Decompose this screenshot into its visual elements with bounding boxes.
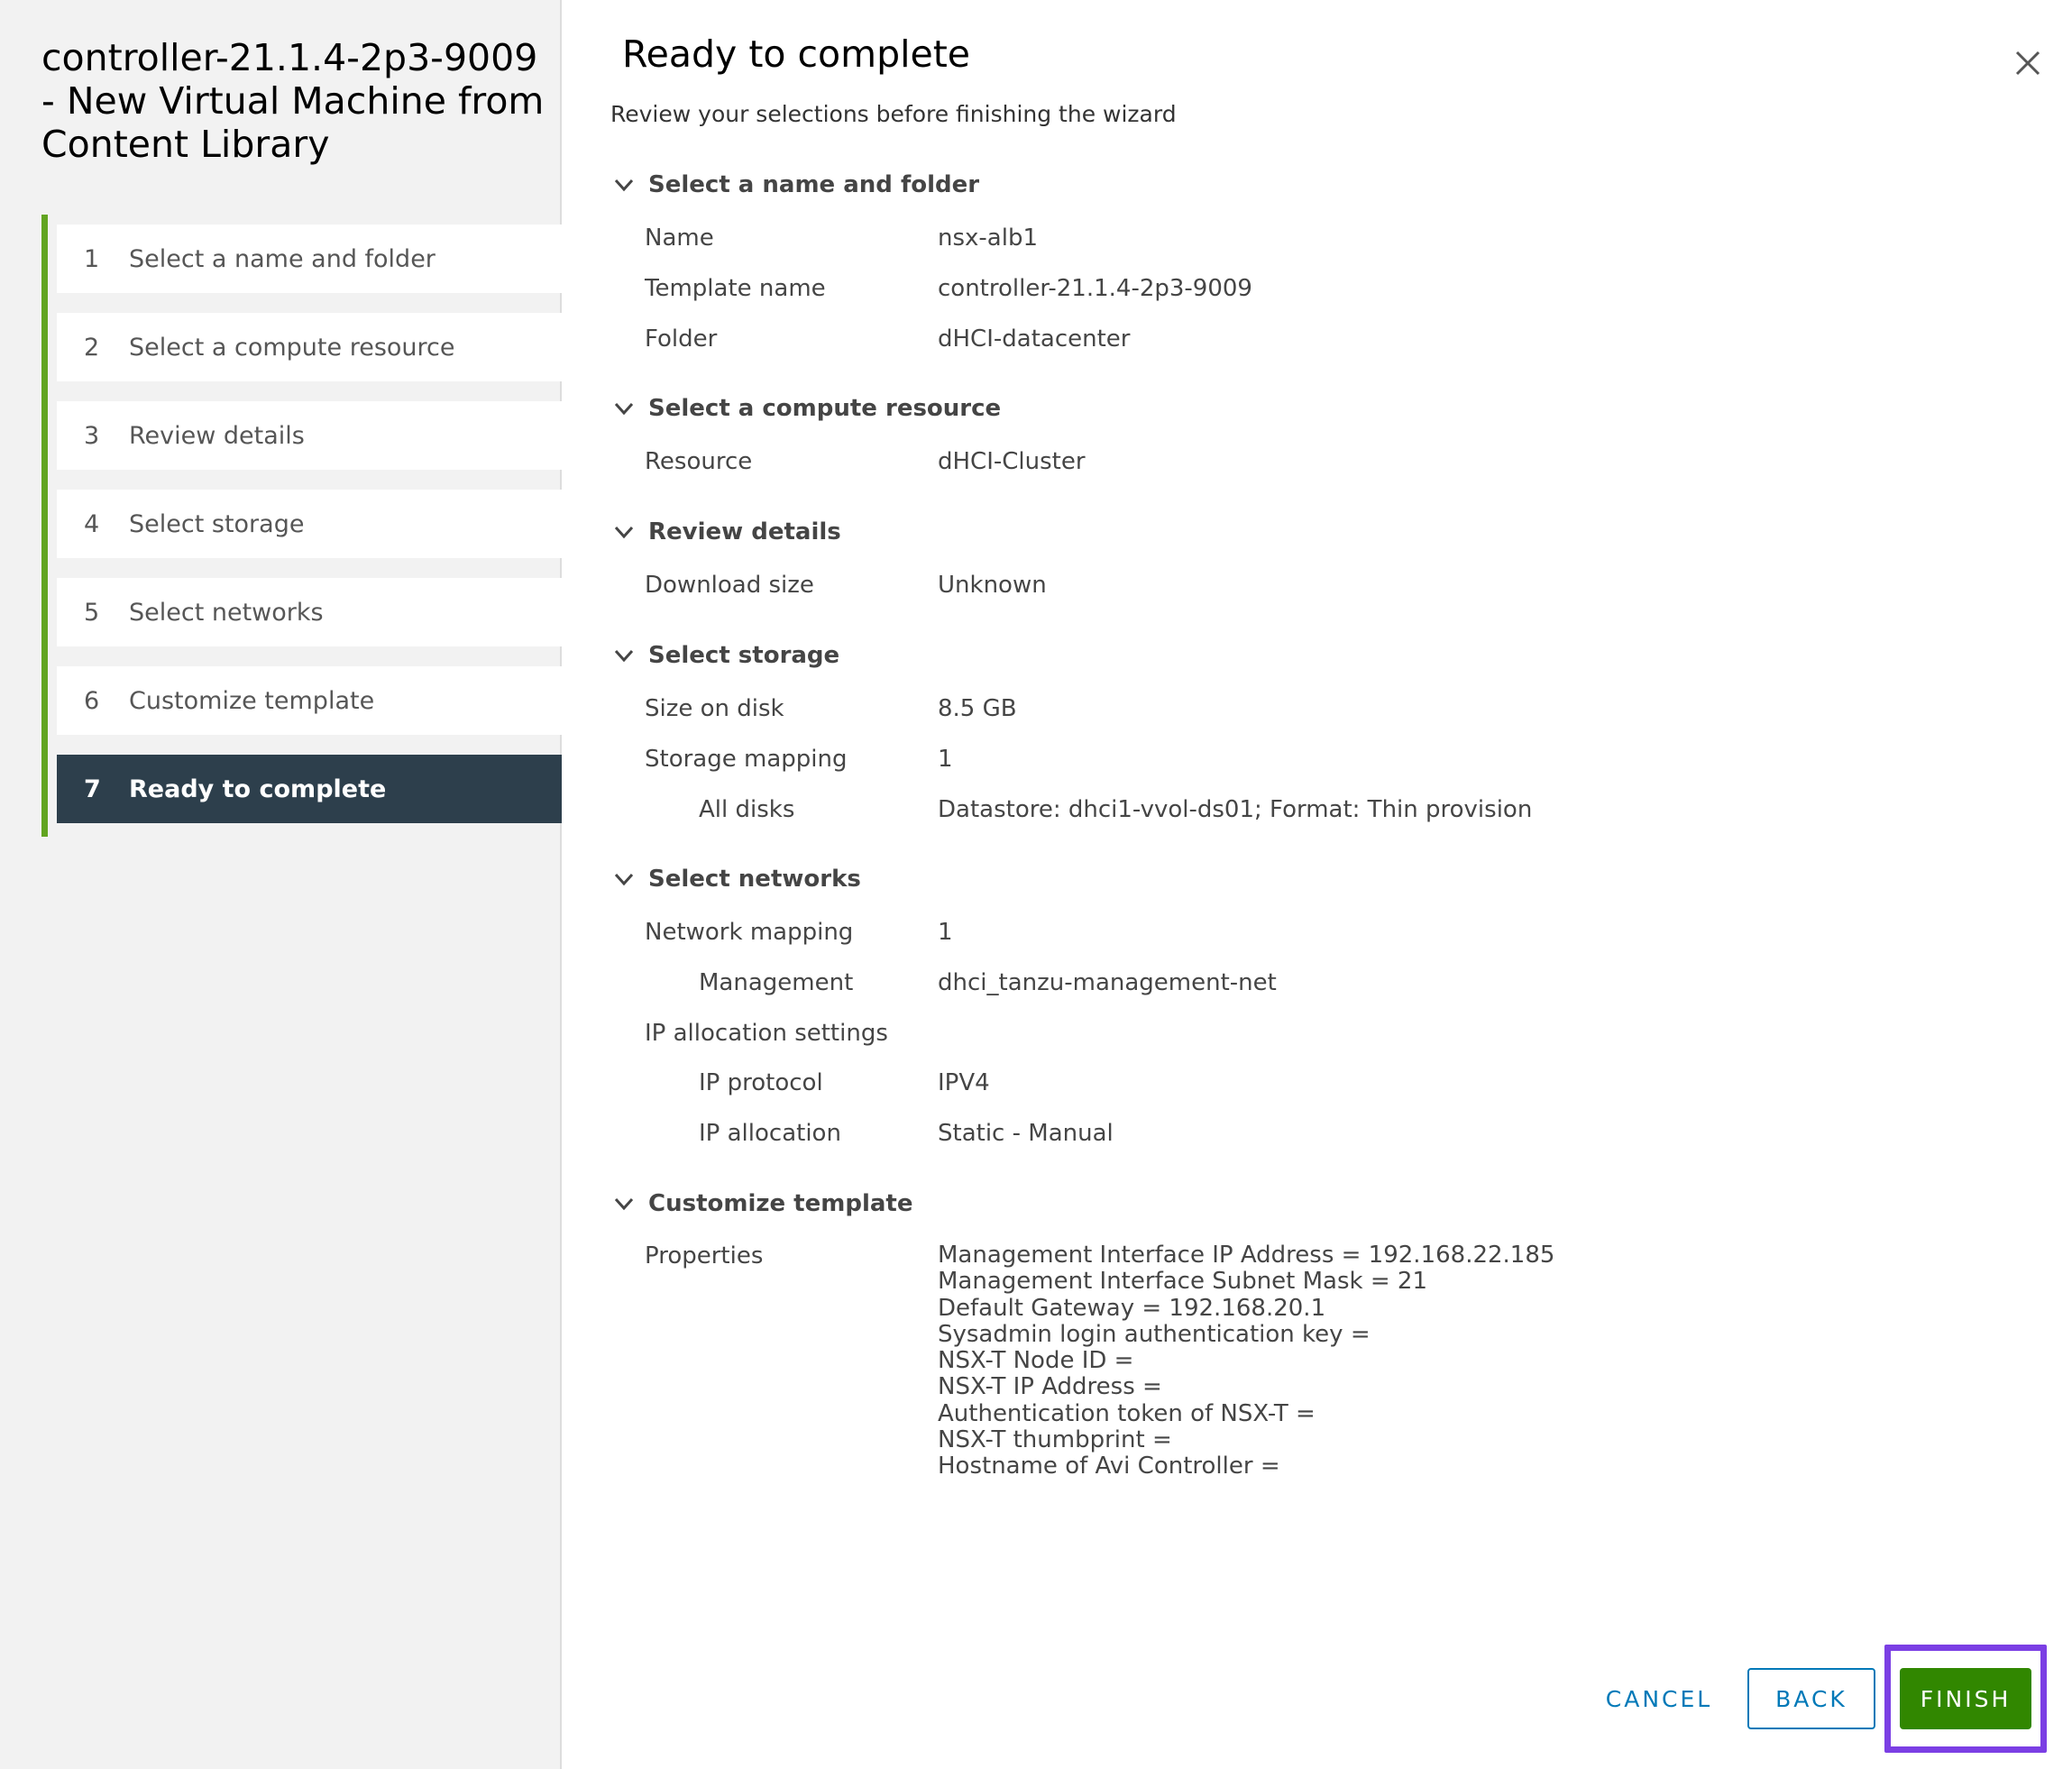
cancel-button[interactable]: CANCEL <box>1587 1668 1731 1729</box>
chevron-down-icon <box>610 171 637 198</box>
page-title: Ready to complete <box>622 32 971 76</box>
wizard-step-3[interactable] <box>57 401 562 470</box>
step-number: 7 <box>84 775 101 803</box>
row-label: IP allocation settings <box>645 1020 888 1047</box>
chevron-down-icon <box>610 866 637 893</box>
section-review-header[interactable] <box>610 518 841 545</box>
row-value: controller-21.1.4-2p3-9009 <box>938 275 1252 302</box>
step-label: Select a compute resource <box>129 333 455 362</box>
wizard-step-1[interactable] <box>57 225 562 293</box>
row-label: Properties <box>645 1242 764 1269</box>
step-number: 6 <box>84 686 100 715</box>
section-heading: Review details <box>648 518 841 545</box>
step-number: 1 <box>84 244 100 273</box>
row-value: 1 <box>938 919 953 946</box>
row-value: dHCI-datacenter <box>938 325 1131 353</box>
property-line: Management Interface Subnet Mask = 21 <box>938 1268 1427 1296</box>
wizard-sidebar <box>0 0 562 1769</box>
chevron-down-icon <box>610 518 637 545</box>
properties-list <box>938 1242 1554 1480</box>
chevron-down-icon <box>610 642 637 669</box>
row-value: 1 <box>938 746 953 773</box>
property-line: NSX-T Node ID = <box>938 1347 1134 1375</box>
row-value: Static - Manual <box>938 1120 1114 1147</box>
close-icon <box>2010 45 2046 81</box>
step-label: Select storage <box>129 509 305 538</box>
property-line: NSX-T thumbprint = <box>938 1426 1172 1454</box>
section-heading: Customize template <box>648 1190 913 1217</box>
step-label: Customize template <box>129 686 375 715</box>
row-label: IP allocation <box>699 1120 841 1147</box>
row-value: dhci_tanzu-management-net <box>938 969 1277 996</box>
property-line: Authentication token of NSX-T = <box>938 1399 1316 1427</box>
close-button[interactable] <box>2010 45 2046 81</box>
row-label: Name <box>645 225 714 252</box>
chevron-down-icon <box>610 395 637 422</box>
section-heading: Select a compute resource <box>648 395 1002 422</box>
back-button[interactable]: BACK <box>1747 1668 1875 1729</box>
row-value: dHCI-Cluster <box>938 448 1086 475</box>
row-label: IP protocol <box>699 1069 823 1096</box>
row-label: Template name <box>645 275 826 302</box>
wizard-title: controller-21.1.4-2p3-9009 - New Virtual Machine from Content Library <box>41 36 545 166</box>
row-value: Datastore: dhci1-vvol-ds01; Format: Thin provision <box>938 796 1533 823</box>
section-heading: Select storage <box>648 642 840 669</box>
row-label: Size on disk <box>645 695 784 722</box>
row-label: Network mapping <box>645 919 854 946</box>
row-value: 8.5 GB <box>938 695 1017 722</box>
page-subtitle: Review your selections before finishing the wizard <box>610 101 1177 127</box>
row-value: Unknown <box>938 572 1047 599</box>
property-line: Sysadmin login authentication key = <box>938 1320 1371 1348</box>
section-storage-header[interactable] <box>610 642 839 669</box>
section-name-folder-header[interactable] <box>610 171 979 198</box>
wizard-step-5[interactable] <box>57 578 562 646</box>
row-value: nsx-alb1 <box>938 225 1038 252</box>
wizard-step-6[interactable] <box>57 666 562 735</box>
step-number: 2 <box>84 333 100 362</box>
wizard-step-list <box>41 215 561 837</box>
step-number: 5 <box>84 598 100 627</box>
chevron-down-icon <box>610 1190 637 1217</box>
step-label: Review details <box>129 421 305 450</box>
property-line: NSX-T IP Address = <box>938 1373 1162 1401</box>
wizard-main <box>562 0 2072 1769</box>
row-label: Resource <box>645 448 753 475</box>
wizard-step-2[interactable] <box>57 313 562 381</box>
row-label: Download size <box>645 572 814 599</box>
step-label: Ready to complete <box>129 775 387 803</box>
row-label: Folder <box>645 325 718 353</box>
step-label: Select a name and folder <box>129 244 435 273</box>
section-heading: Select a name and folder <box>648 171 980 198</box>
property-line: Management Interface IP Address = 192.168.22.185 <box>938 1242 1555 1269</box>
property-line: Hostname of Avi Controller = <box>938 1453 1280 1480</box>
step-number: 3 <box>84 421 100 450</box>
row-label: Management <box>699 969 854 996</box>
row-label: All disks <box>699 796 795 823</box>
wizard-step-7-active[interactable] <box>57 755 562 823</box>
section-compute-header[interactable] <box>610 395 1001 422</box>
wizard-step-4[interactable] <box>57 490 562 558</box>
row-value: IPV4 <box>938 1069 990 1096</box>
step-number: 4 <box>84 509 100 538</box>
section-networks-header[interactable] <box>610 866 861 893</box>
row-label: Storage mapping <box>645 746 848 773</box>
property-line: Default Gateway = 192.168.20.1 <box>938 1294 1326 1322</box>
step-label: Select networks <box>129 598 324 627</box>
finish-button[interactable]: FINISH <box>1900 1668 2031 1729</box>
section-heading: Select networks <box>648 866 861 893</box>
section-customize-header[interactable] <box>610 1190 912 1217</box>
